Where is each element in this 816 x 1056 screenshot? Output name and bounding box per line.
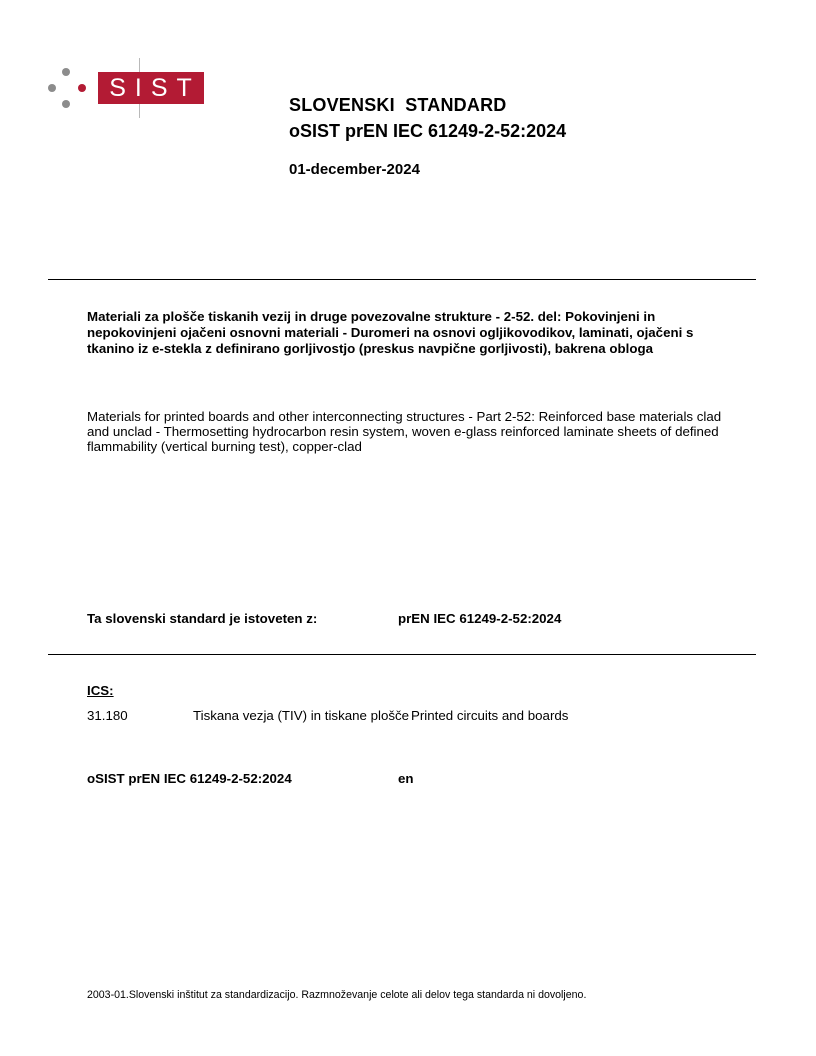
logo-dots-icon [46, 66, 94, 110]
document-code: oSIST prEN IEC 61249-2-52:2024 [87, 771, 292, 786]
logo-text: SIST [109, 73, 201, 102]
title-english: Materials for printed boards and other interconnecting structures - Part 2-52: Reinforced base materials clad and unclad - Thermosetting hydrocarbon resin system, woven e-glass reinforced laminate sheets of defined flammability (vertical burning test), copper-clad [87, 409, 722, 454]
divider-bottom [48, 654, 756, 655]
divider-top [48, 279, 756, 280]
ics-description-english: Printed circuits and boards [411, 708, 569, 723]
identical-to-value: prEN IEC 61249-2-52:2024 [398, 611, 562, 626]
title-slovenian: Materiali za plošče tiskanih vezij in druge povezovalne strukture - 2-52. del: Pokovinjeni in nepokovinjeni ojačeni osnovni materiali - Duromeri na osnovi ogljikovodikov, laminati, ojačeni s tkanino iz e-stekla z definirano gorljivostjo (preskus navpične gorljivosti), bakrena obloga [87, 309, 694, 356]
document-language: en [398, 771, 414, 786]
ics-heading: ICS: [87, 683, 114, 698]
ics-description-slovenian: Tiskana vezja (TIV) in tiskane plošče [193, 708, 410, 723]
copyright-footer: 2003-01.Slovenski inštitut za standardizacijo. Razmnoževanje celote ali delov tega standarda ni dovoljeno. [87, 989, 587, 1001]
publication-date: 01-december-2024 [289, 161, 420, 178]
standard-code: oSIST prEN IEC 61249-2-52:2024 [289, 121, 567, 141]
standard-type: SLOVENSKI STANDARD [289, 95, 507, 115]
identical-to-label: Ta slovenski standard je istoveten z: [87, 611, 318, 626]
sist-logo [98, 72, 204, 104]
ics-code: 31.180 [87, 708, 128, 723]
